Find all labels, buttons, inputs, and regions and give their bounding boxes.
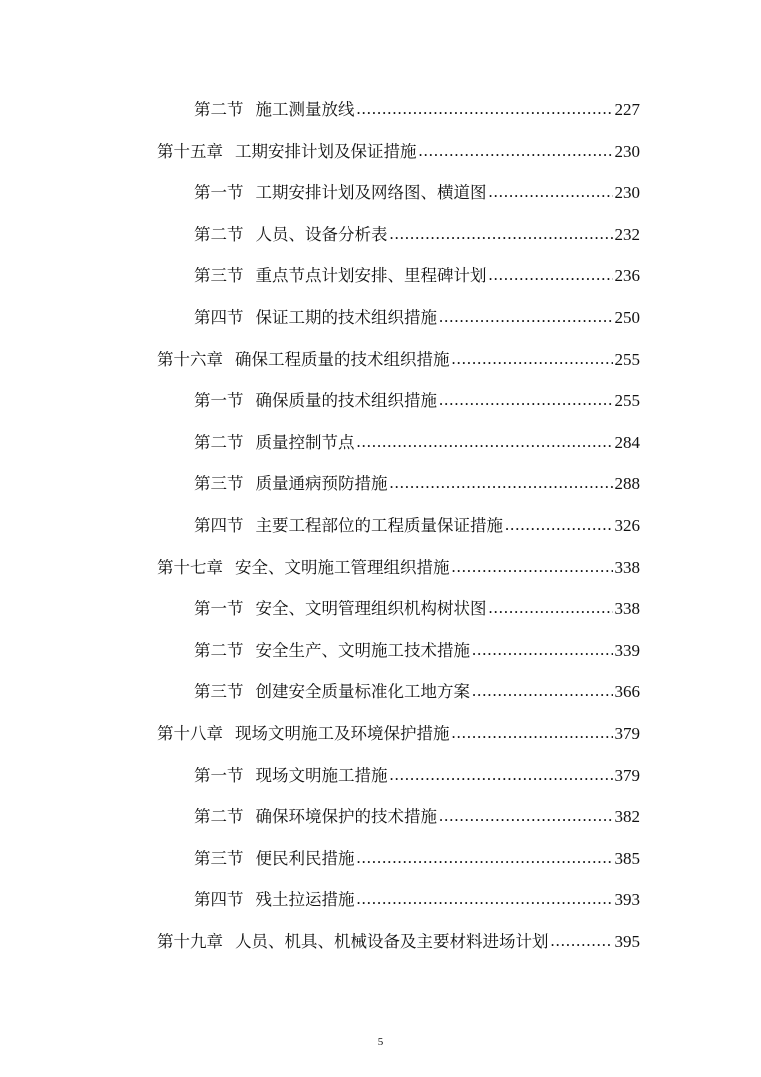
toc-section-entry[interactable] [0,297,761,339]
toc-entry-label [194,297,437,339]
toc-entry-label [194,89,355,131]
toc-entry-title: 创建安全质量标准化工地方案 [255,682,470,702]
toc-dot-leader [419,130,613,172]
toc-entry-label [194,463,388,505]
toc-entry-page: 288 [614,474,640,494]
toc-section-entry[interactable] [0,838,761,880]
toc-dot-leader [489,171,613,213]
toc-entry-number: 第二节 [194,640,244,660]
toc-entry-label [194,255,487,297]
toc-entry-title: 安全、文明施工管理组织措施 [235,557,450,577]
toc-entry-title: 主要工程部位的工程质量保证措施 [255,515,503,535]
toc-section-entry[interactable] [0,671,761,713]
toc-entry-number: 第一节 [194,391,244,411]
toc-section-entry[interactable] [0,422,761,464]
toc-entry-page: 382 [614,807,640,827]
toc-dot-leader [452,338,613,380]
toc-entry-title: 工期安排计划及保证措施 [235,141,417,161]
toc-entry-title: 安全、文明管理组织机构树状图 [255,599,487,619]
toc-entry-number: 第十六章 [157,349,223,369]
toc-dot-leader [439,379,613,421]
toc-entry-title: 质量控制节点 [255,432,355,452]
toc-entry-number: 第三节 [194,266,244,286]
toc-entry-label [194,172,487,214]
toc-entry-label [157,131,417,173]
toc-section-entry[interactable] [0,89,761,131]
toc-entry-number: 第三节 [194,848,244,868]
toc-entry-number: 第四节 [194,890,244,910]
toc-entry-label [194,380,437,422]
table-of-contents [0,89,761,962]
toc-entry-number: 第一节 [194,183,244,203]
toc-dot-leader [472,629,613,671]
toc-entry-label [194,630,470,672]
toc-entry-title: 重点节点计划安排、里程碑计划 [255,266,487,286]
toc-entry-page: 255 [614,349,640,369]
toc-entry-page: 393 [614,890,640,910]
toc-dot-leader [452,546,613,588]
toc-entry-label [194,838,355,880]
toc-entry-number: 第一节 [194,765,244,785]
toc-entry-page: 379 [614,723,640,743]
toc-entry-number: 第三节 [194,682,244,702]
toc-dot-leader [439,795,613,837]
toc-entry-title: 确保环境保护的技术措施 [255,807,437,827]
toc-entry-page: 230 [614,141,640,161]
toc-entry-title: 确保工程质量的技术组织措施 [235,349,450,369]
toc-section-entry[interactable] [0,796,761,838]
toc-dot-leader [489,587,613,629]
toc-entry-label [194,422,355,464]
toc-entry-title: 工期安排计划及网络图、横道图 [255,183,487,203]
toc-entry-page: 338 [614,557,640,577]
toc-dot-leader [357,878,613,920]
page-number: 5 [377,1036,384,1048]
toc-chapter-entry[interactable] [0,547,761,589]
toc-entry-page: 232 [614,224,640,244]
toc-section-entry[interactable] [0,214,761,256]
toc-section-entry[interactable] [0,172,761,214]
toc-dot-leader [439,296,613,338]
toc-dot-leader [551,920,613,962]
toc-entry-label [194,505,503,547]
toc-dot-leader [489,254,613,296]
toc-dot-leader [357,88,613,130]
toc-entry-label [157,547,450,589]
toc-entry-page: 230 [614,183,640,203]
toc-entry-label [157,921,549,963]
toc-entry-number: 第四节 [194,307,244,327]
toc-dot-leader [472,670,613,712]
toc-entry-number: 第十七章 [157,557,223,577]
toc-entry-number: 第十九章 [157,931,223,951]
toc-dot-leader [357,837,613,879]
toc-entry-number: 第一节 [194,599,244,619]
toc-section-entry[interactable] [0,879,761,921]
toc-entry-title: 施工测量放线 [255,100,355,119]
toc-entry-page: 227 [614,100,640,119]
toc-dot-leader [505,504,613,546]
toc-entry-title: 安全生产、文明施工技术措施 [255,640,470,660]
toc-section-entry[interactable] [0,505,761,547]
toc-entry-page: 236 [614,266,640,286]
toc-entry-number: 第二节 [194,100,244,119]
toc-entry-title: 人员、设备分析表 [255,224,388,244]
toc-entry-label [194,588,487,630]
toc-entry-title: 确保质量的技术组织措施 [255,391,437,411]
toc-section-entry[interactable] [0,463,761,505]
toc-entry-title: 现场文明施工及环境保护措施 [235,723,450,743]
toc-entry-page: 284 [614,432,640,452]
toc-entry-page: 338 [614,599,640,619]
toc-section-entry[interactable] [0,755,761,797]
toc-dot-leader [390,754,613,796]
toc-entry-label [157,713,450,755]
toc-chapter-entry[interactable] [0,339,761,381]
toc-entry-title: 现场文明施工措施 [255,765,388,785]
toc-section-entry[interactable] [0,588,761,630]
toc-entry-label [194,879,355,921]
toc-entry-title: 保证工期的技术组织措施 [255,307,437,327]
toc-entry-label [194,796,437,838]
toc-entry-page: 385 [614,848,640,868]
toc-entry-label [194,671,470,713]
toc-entry-page: 395 [614,931,640,951]
toc-entry-number: 第二节 [194,432,244,452]
toc-chapter-entry[interactable] [0,131,761,173]
toc-entry-number: 第二节 [194,807,244,827]
toc-entry-page: 379 [614,765,640,785]
toc-entry-label [157,339,450,381]
toc-entry-page: 250 [614,307,640,327]
toc-entry-number: 第十八章 [157,723,223,743]
toc-section-entry[interactable] [0,255,761,297]
toc-entry-label [194,214,388,256]
toc-entry-number: 第二节 [194,224,244,244]
toc-entry-title: 便民利民措施 [255,848,355,868]
toc-entry-number: 第四节 [194,515,244,535]
toc-entry-page: 255 [614,391,640,411]
toc-entry-page: 339 [614,640,640,660]
toc-dot-leader [390,213,613,255]
toc-chapter-entry[interactable] [0,713,761,755]
toc-chapter-entry[interactable] [0,921,761,963]
toc-entry-number: 第十五章 [157,141,223,161]
toc-entry-label [194,755,388,797]
toc-entry-title: 残土拉运措施 [255,890,355,910]
toc-entry-page: 326 [614,515,640,535]
toc-entry-number: 第三节 [194,474,244,494]
toc-dot-leader [452,712,613,754]
toc-dot-leader [390,462,613,504]
toc-section-entry[interactable] [0,630,761,672]
toc-entry-title: 质量通病预防措施 [255,474,388,494]
toc-entry-title: 人员、机具、机械设备及主要材料进场计划 [235,931,549,951]
toc-entry-page: 366 [614,682,640,702]
toc-dot-leader [357,421,613,463]
toc-section-entry[interactable] [0,380,761,422]
